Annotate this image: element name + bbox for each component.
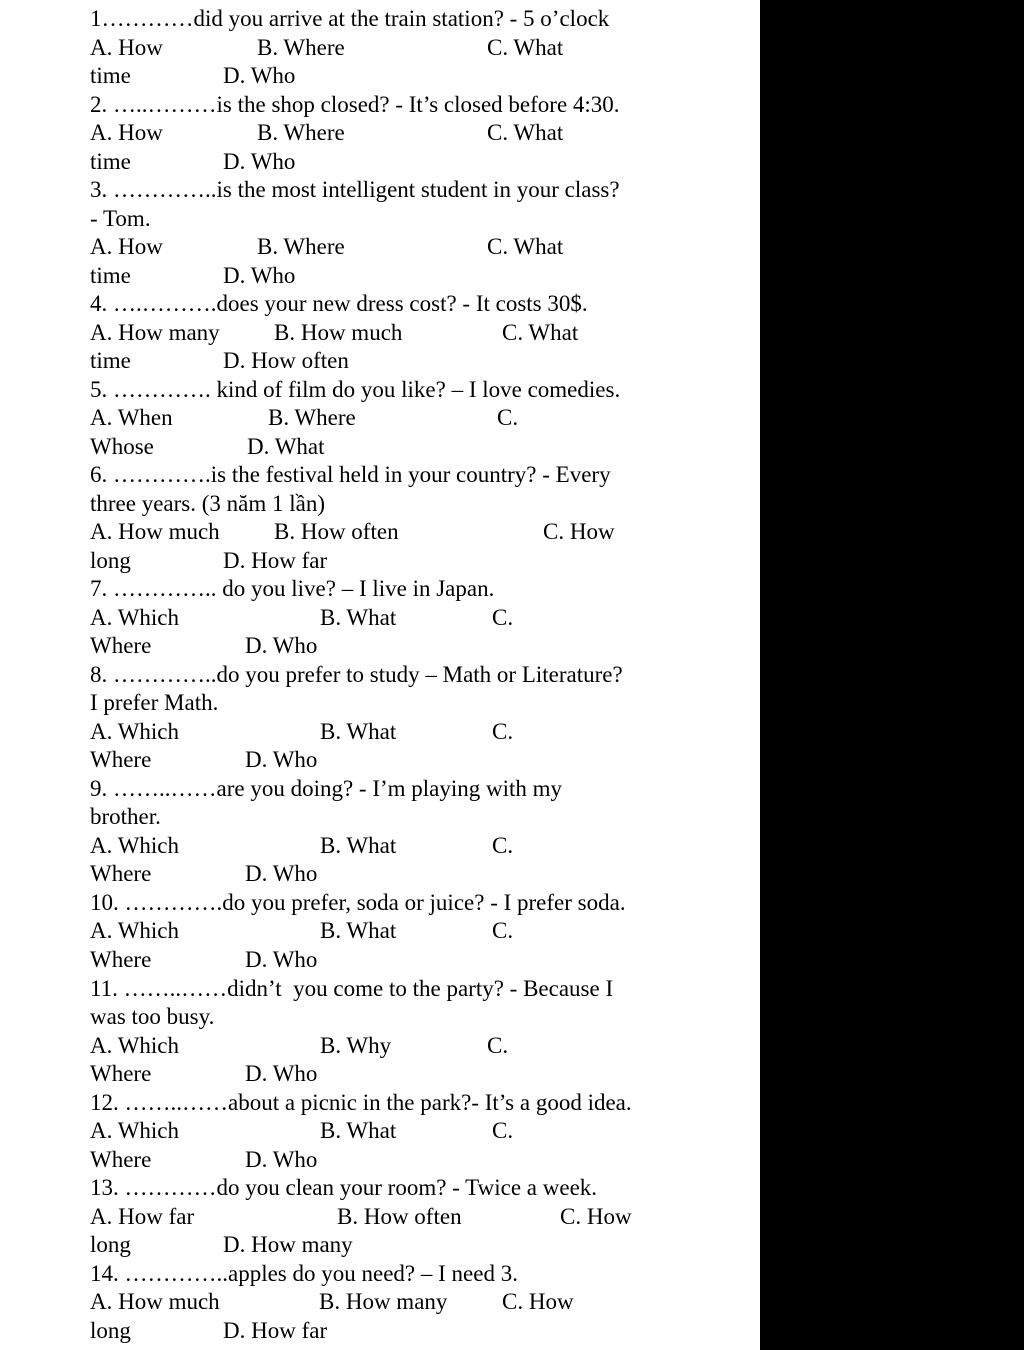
- option-text: B. Where: [257, 120, 345, 145]
- option-text: D. Who: [223, 263, 296, 288]
- option-text: B. How often: [274, 519, 399, 544]
- option-text: C.: [492, 605, 514, 630]
- option-text: Where: [90, 1061, 152, 1086]
- option-text: B. What: [320, 1118, 397, 1143]
- option-text: Where: [90, 633, 152, 658]
- option-text: long: [90, 1232, 131, 1257]
- option-text: C. What: [487, 120, 564, 145]
- option-text: C. How: [560, 1204, 632, 1229]
- option-text: B. How often: [337, 1204, 462, 1229]
- option-text: A. How many: [90, 320, 220, 345]
- option-text: B. What: [320, 719, 397, 744]
- option-text: D. Who: [245, 747, 318, 772]
- option-text: A. Which: [90, 605, 180, 630]
- option-text: D. How often: [223, 348, 349, 373]
- option-text: D. Who: [223, 149, 296, 174]
- question-text: 2. …..………is the shop closed? - It’s closed before 4:30.: [90, 92, 620, 117]
- option-text: A. When: [90, 405, 173, 430]
- option-text: A. How: [90, 234, 163, 259]
- option-text: long: [90, 548, 131, 573]
- question-continuation: was too busy.: [90, 1004, 215, 1029]
- option-text: B. Where: [257, 234, 345, 259]
- question-continuation: three years. (3 năm 1 lần): [90, 491, 326, 516]
- question-continuation: - Tom.: [90, 206, 151, 231]
- option-text: C.: [492, 918, 514, 943]
- question-text: 14. …………..apples do you need? – I need 3.: [90, 1261, 518, 1286]
- option-text: B. What: [320, 833, 397, 858]
- option-text: D. Who: [245, 1147, 318, 1172]
- option-text: B. What: [320, 605, 397, 630]
- question-text: 8. …………..do you prefer to study – Math or Literature?: [90, 662, 623, 687]
- option-text: A. Which: [90, 833, 180, 858]
- option-text: A. Which: [90, 1118, 180, 1143]
- option-text: A. How much: [90, 1289, 220, 1314]
- option-text: C. How: [502, 1289, 574, 1314]
- option-text: C.: [497, 405, 519, 430]
- option-text: Where: [90, 947, 152, 972]
- option-text: A. Which: [90, 719, 180, 744]
- question-text: 1…………did you arrive at the train station? - 5 o’clock: [90, 6, 610, 31]
- option-text: B. Where: [257, 35, 345, 60]
- black-side-margin: [760, 0, 1024, 1350]
- option-text: D. Who: [245, 947, 318, 972]
- option-text: A. How far: [90, 1204, 195, 1229]
- option-text: B. How many: [319, 1289, 448, 1314]
- question-text: 10. ………….do you prefer, soda or juice? - I prefer soda.: [90, 890, 626, 915]
- option-text: long: [90, 1318, 131, 1343]
- option-text: D. Who: [245, 861, 318, 886]
- option-text: D. What: [247, 434, 325, 459]
- option-text: B. What: [320, 918, 397, 943]
- option-text: Whose: [90, 434, 154, 459]
- option-text: D. Who: [245, 633, 318, 658]
- option-text: D. How many: [223, 1232, 353, 1257]
- option-text: Where: [90, 861, 152, 886]
- question-text: 3. …………..is the most intelligent student in your class?: [90, 177, 620, 202]
- option-text: Where: [90, 1147, 152, 1172]
- question-text: 6. ………….is the festival held in your country? - Every: [90, 462, 611, 487]
- option-text: A. How: [90, 120, 163, 145]
- option-text: C. How: [543, 519, 615, 544]
- option-text: D. How far: [223, 548, 328, 573]
- question-text: 4. ….……….does your new dress cost? - It costs 30$.: [90, 291, 588, 316]
- option-text: Where: [90, 747, 152, 772]
- option-text: C. What: [487, 35, 564, 60]
- option-text: C.: [492, 719, 514, 744]
- option-text: time: [90, 149, 131, 174]
- option-text: A. How: [90, 35, 163, 60]
- option-text: time: [90, 63, 131, 88]
- option-text: C. What: [502, 320, 579, 345]
- option-text: D. How far: [223, 1318, 328, 1343]
- option-text: D. Who: [245, 1061, 318, 1086]
- question-text: 11. ……..……didn’t you come to the party? - Because I: [90, 976, 614, 1001]
- question-continuation: brother.: [90, 804, 161, 829]
- option-text: C.: [492, 1118, 514, 1143]
- question-text: 9. ……..……are you doing? - I’m playing with my: [90, 776, 563, 801]
- option-text: A. How much: [90, 519, 220, 544]
- question-continuation: I prefer Math.: [90, 690, 219, 715]
- option-text: B. How much: [274, 320, 403, 345]
- question-text: 13. …………do you clean your room? - Twice a week.: [90, 1175, 598, 1200]
- option-text: C. What: [487, 234, 564, 259]
- option-text: A. Which: [90, 1033, 180, 1058]
- option-text: C.: [487, 1033, 509, 1058]
- option-text: B. Where: [268, 405, 356, 430]
- question-text: 12. ……..……about a picnic in the park?- It’s a good idea.: [90, 1090, 632, 1115]
- option-text: B. Why: [320, 1033, 392, 1058]
- option-text: time: [90, 263, 131, 288]
- option-text: time: [90, 348, 131, 373]
- question-text: 5. …………. kind of film do you like? – I love comedies.: [90, 377, 621, 402]
- option-text: A. Which: [90, 918, 180, 943]
- question-text: 7. ………….. do you live? – I live in Japan.: [90, 576, 495, 601]
- option-text: C.: [492, 833, 514, 858]
- option-text: D. Who: [223, 63, 296, 88]
